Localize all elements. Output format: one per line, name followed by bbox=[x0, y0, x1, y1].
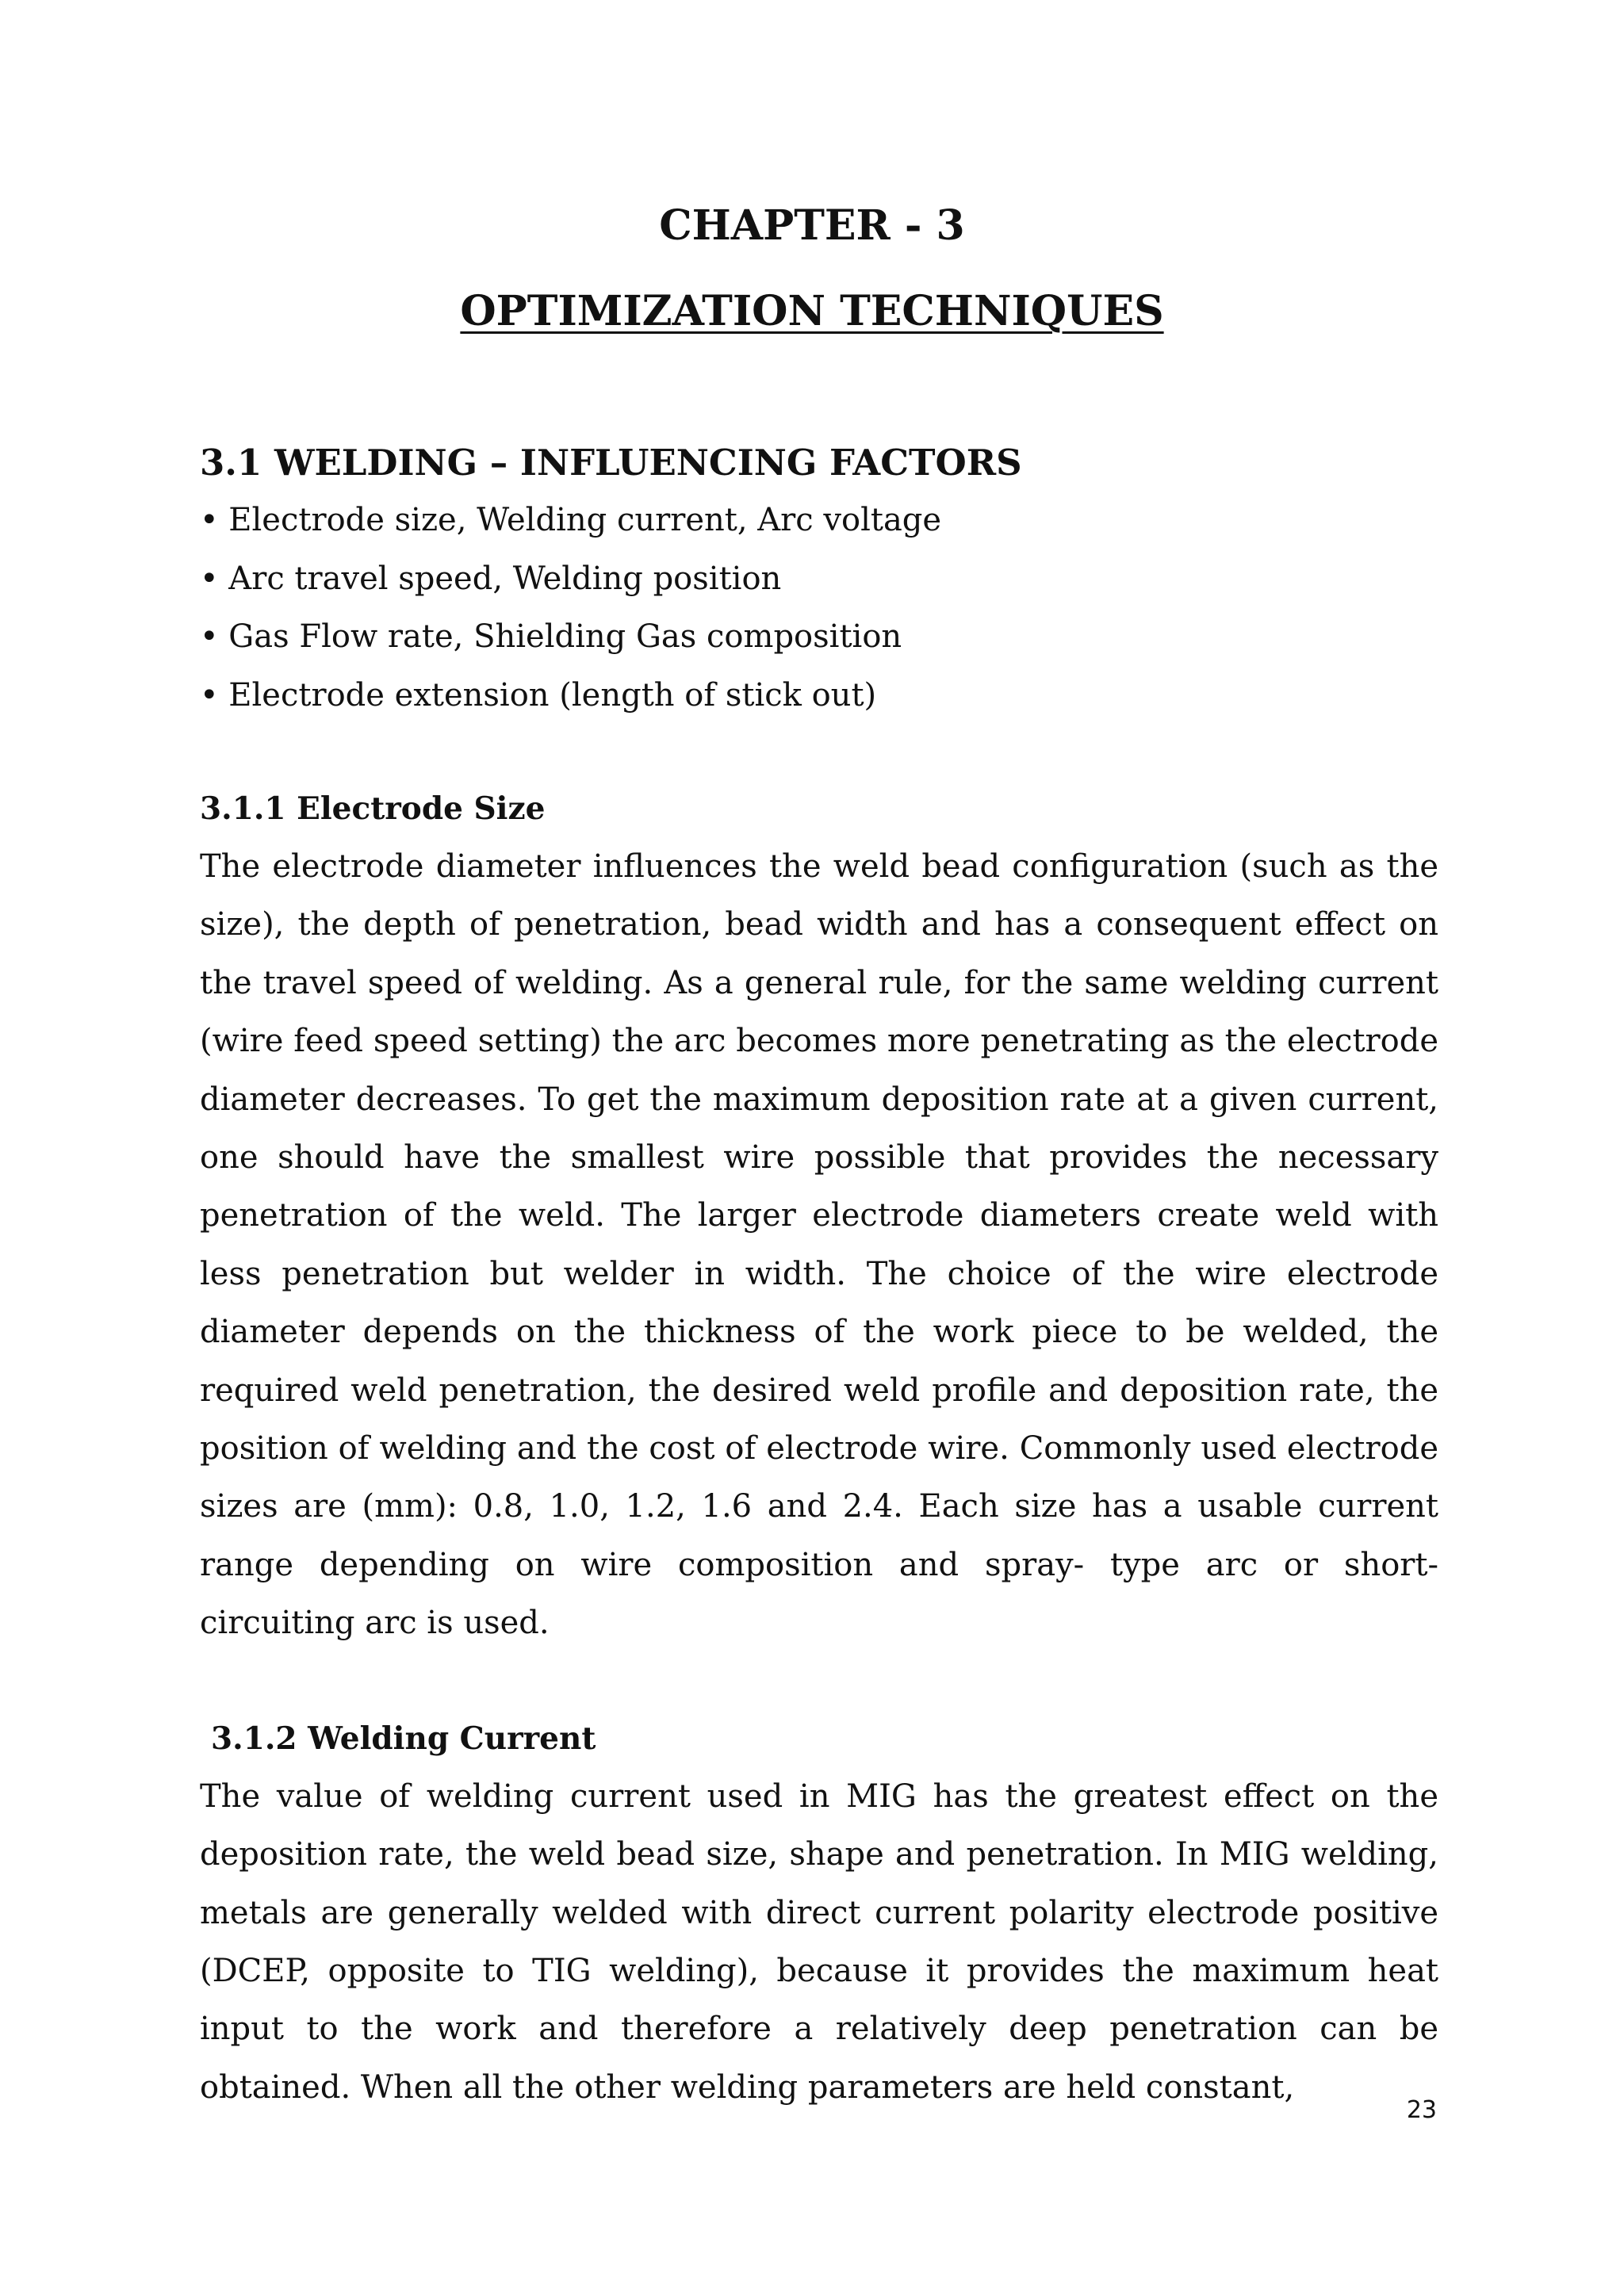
spacer bbox=[200, 725, 1438, 780]
page-number: 23 bbox=[1406, 2096, 1437, 2124]
chapter-title: OPTIMIZATION TECHNIQUES bbox=[460, 287, 1164, 335]
chapter-number: CHAPTER - 3 bbox=[659, 201, 965, 250]
list-item: • Arc travel speed, Welding position bbox=[200, 560, 782, 597]
factor-list bbox=[200, 492, 1438, 725]
subsection-heading-electrode-size: 3.1.1 Electrode Size bbox=[200, 790, 546, 827]
list-item: • Gas Flow rate, Shielding Gas composition bbox=[200, 618, 902, 655]
paragraph-electrode-size: The electrode diameter influences the weld bead configuration (such as the size), the depth of penetration, bead width and has a consequent effect on the travel speed of welding. As a general rule, for the same welding current (wire feed speed setting) the arc becomes more penetrating as the electrode diameter decreases. To get the maximum deposition rate at a given current, one should have the smallest wire possible that provides the necessary penetration of the weld. The larger electrode diameters create weld with less penetration but welder in width. The choice of the wire electrode diameter depends on the thickness of the work piece to be welded, the required weld penetration, the desired weld profile and deposition rate, the position of welding and the cost of electrode wire. Commonly used electrode sizes are (mm): 0.8, 1.0, 1.2, 1.6 and 2.4. Each size has a usable current range depending on wire composition and spray- type arc or short- circuiting arc is used. bbox=[200, 848, 1438, 1642]
page-content bbox=[200, 434, 1438, 2117]
section-heading: 3.1 WELDING – INFLUENCING FACTORS bbox=[200, 442, 1022, 484]
spacer bbox=[200, 1653, 1438, 1710]
list-item: • Electrode size, Welding current, Arc voltage bbox=[200, 502, 942, 538]
subsection-heading-welding-current: 3.1.2 Welding Current bbox=[211, 1720, 596, 1757]
paragraph-welding-current: The value of welding current used in MIG has the greatest effect on the deposition rate, the weld bead size, shape and penetration. In MIG welding, metals are generally welded with direct current polarity electrode positive (DCEP, opposite to TIG welding), because it provides the maximum heat input to the work and therefore a relatively deep penetration can be obtained. When all the other welding parameters are held constant, bbox=[200, 1777, 1438, 2106]
list-item: • Electrode extension (length of stick out) bbox=[200, 676, 877, 714]
